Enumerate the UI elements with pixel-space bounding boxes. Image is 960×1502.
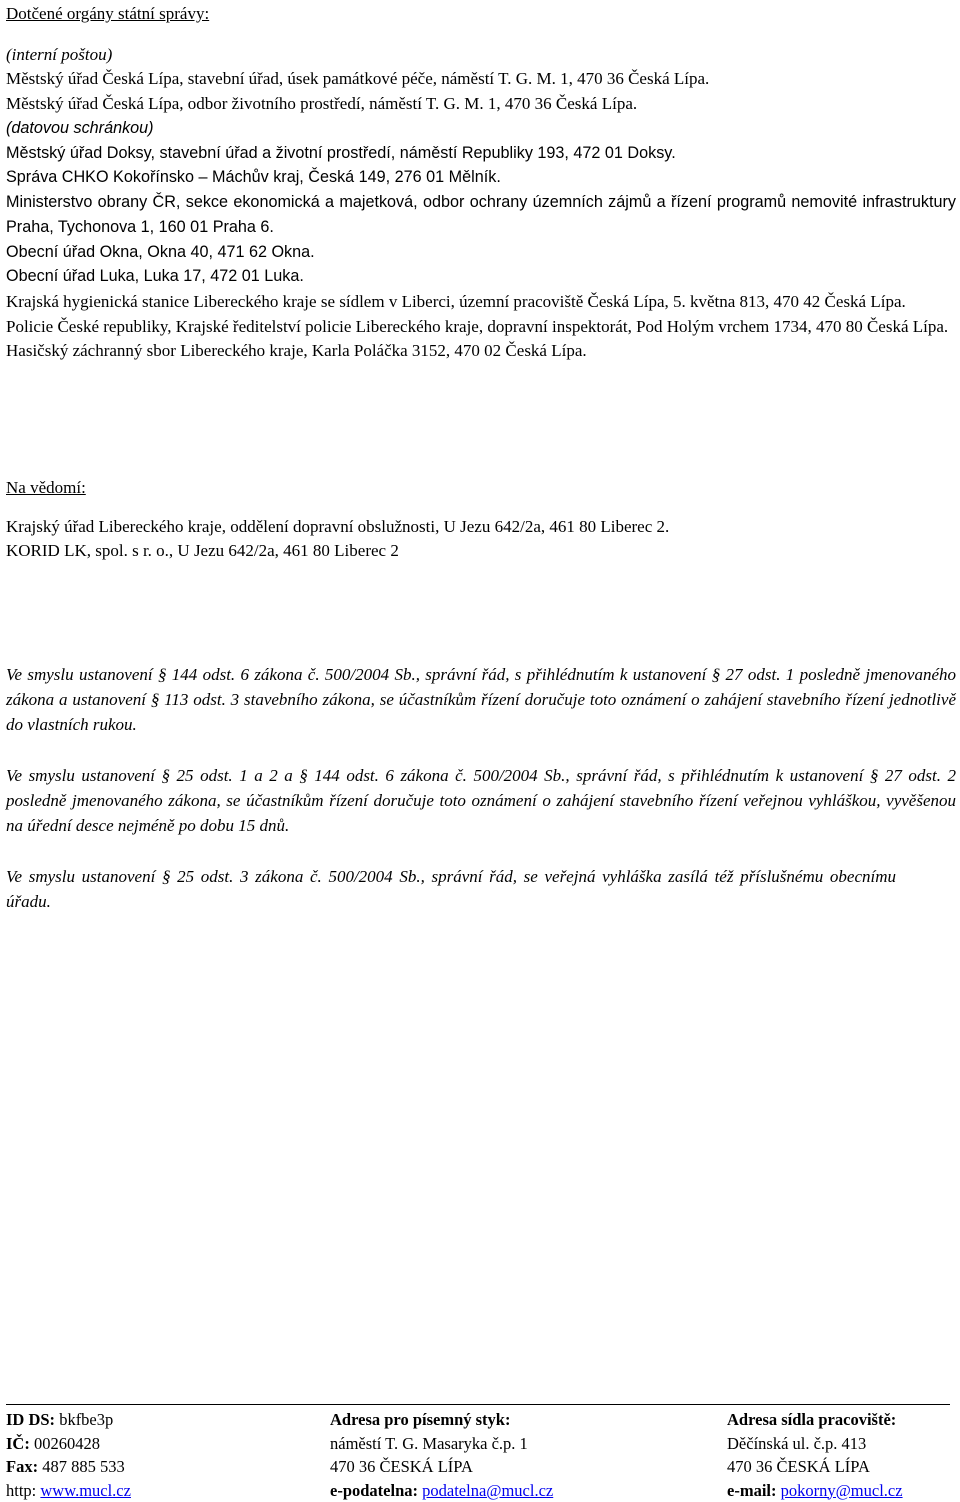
notice-heading: Na vědomí:	[6, 478, 86, 497]
email-label: e-mail:	[727, 1480, 777, 1500]
office-line: Děčínská ul. č.p. 413	[727, 1433, 867, 1453]
list-item: Správa CHKO Kokořínsko – Máchův kraj, Česká 149, 276 01 Mělník.	[6, 168, 501, 186]
list-item: Hasičský záchranný sbor Libereckého kraje, Karla Poláčka 3152, 470 02 Česká Lípa.	[6, 340, 587, 360]
epodatelna-label: e-podatelna:	[330, 1480, 418, 1500]
list-item: Obecní úřad Okna, Okna 40, 471 62 Okna.	[6, 242, 315, 261]
ic-label: IČ:	[6, 1433, 30, 1453]
ds-label: ID DS:	[6, 1410, 56, 1429]
legal-section	[6, 662, 956, 914]
authorities-heading: Dotčené orgány státní správy:	[6, 4, 210, 23]
list-item: Obecní úřad Luka, Luka 17, 472 01 Luka.	[6, 267, 304, 285]
ds-value: bkfbe3p	[59, 1410, 114, 1429]
fax-label: Fax:	[6, 1457, 39, 1476]
list-item: Krajská hygienická stanice Libereckého kraje se sídlem v Liberci, územní pracoviště Česká Lípa, 5. května 813, 470 42 Česká Lípa.	[6, 291, 906, 311]
legal-paragraph: Ve smyslu ustanovení § 25 odst. 1 a 2 a § 144 odst. 6 zákona č. 500/2004 Sb., správní řád, s přihlédnutím k ustanovení § 27 odst. 2 posledně jmenovaného zákona, se účastníkům řízení doručuje toto oznámení o zahájení stavebního řízení veřejnou vyhláškou, vyvěšenou na úřední desce nejméně po dobu 15 dnů.	[6, 766, 956, 835]
box-note: (datovou schránkou)	[6, 119, 154, 137]
ic-value: 00260428	[33, 1433, 100, 1453]
notice-section	[6, 476, 956, 564]
epodatelna-link[interactable]: podatelna@mucl.cz	[422, 1480, 554, 1500]
office-line: 470 36 ČESKÁ LÍPA	[727, 1457, 870, 1476]
legal-paragraph: Ve smyslu ustanovení § 144 odst. 6 zákona č. 500/2004 Sb., správní řád, s přihlédnutím k ustanovení § 27 odst. 1 posledně jmenovaného zákona a ustanovení § 113 odst. 3 stavebního zákona, se účastníkům řízení doručuje toto oznámení o zahájení stavebního řízení jednotlivě do vlastních rukou.	[6, 665, 956, 734]
list-item: Ministerstvo obrany ČR, sekce ekonomická a majetková, odbor ochrany územních zájmů a řízení programů nemovité infrastruktury Praha, Tychonova 1, 160 01 Praha 6.	[6, 192, 956, 236]
mail-note: (interní poštou)	[6, 44, 113, 64]
footer-divider	[6, 1404, 950, 1405]
list-item: Městský úřad Česká Lípa, odbor životního prostředí, náměstí T. G. M. 1, 470 36 Česká Lípa.	[6, 93, 638, 113]
list-item: KORID LK, spol. s r. o., U Jezu 642/2a, 461 80 Liberec 2	[6, 541, 399, 560]
website-link[interactable]: www.mucl.cz	[40, 1480, 131, 1500]
list-item: Městský úřad Česká Lípa, stavební úřad, úsek památkové péče, náměstí T. G. M. 1, 470 36 Česká Lípa.	[6, 69, 710, 88]
postal-heading: Adresa pro písemný styk:	[330, 1410, 511, 1429]
office-heading: Adresa sídla pracoviště:	[727, 1410, 897, 1429]
http-label: http:	[6, 1480, 37, 1500]
list-item: Městský úřad Doksy, stavební úřad a životní prostředí, náměstí Republiky 193, 472 01 Doksy.	[6, 143, 676, 162]
authorities-section	[6, 2, 956, 363]
legal-paragraph: Ve smyslu ustanovení § 25 odst. 3 zákona č. 500/2004 Sb., správní řád, se veřejná vyhláška zasílá též příslušnému obecnímu úřadu.	[6, 867, 896, 911]
fax-value: 487 885 533	[42, 1457, 125, 1476]
postal-line: 470 36 ČESKÁ LÍPA	[330, 1457, 473, 1476]
email-link[interactable]: pokorny@mucl.cz	[780, 1480, 903, 1500]
list-item: Policie České republiky, Krajské ředitelství policie Libereckého kraje, dopravní inspektorát, Pod Holým vrchem 1734, 470 80 Česká Lípa.	[6, 316, 949, 336]
footer-col-office	[727, 1408, 903, 1502]
footer-col-ids	[6, 1408, 131, 1502]
postal-line: náměstí T. G. Masaryka č.p. 1	[330, 1433, 528, 1453]
footer-col-postal	[330, 1408, 553, 1502]
list-item: Krajský úřad Libereckého kraje, oddělení dopravní obslužnosti, U Jezu 642/2a, 461 80 Liberec 2.	[6, 516, 670, 536]
